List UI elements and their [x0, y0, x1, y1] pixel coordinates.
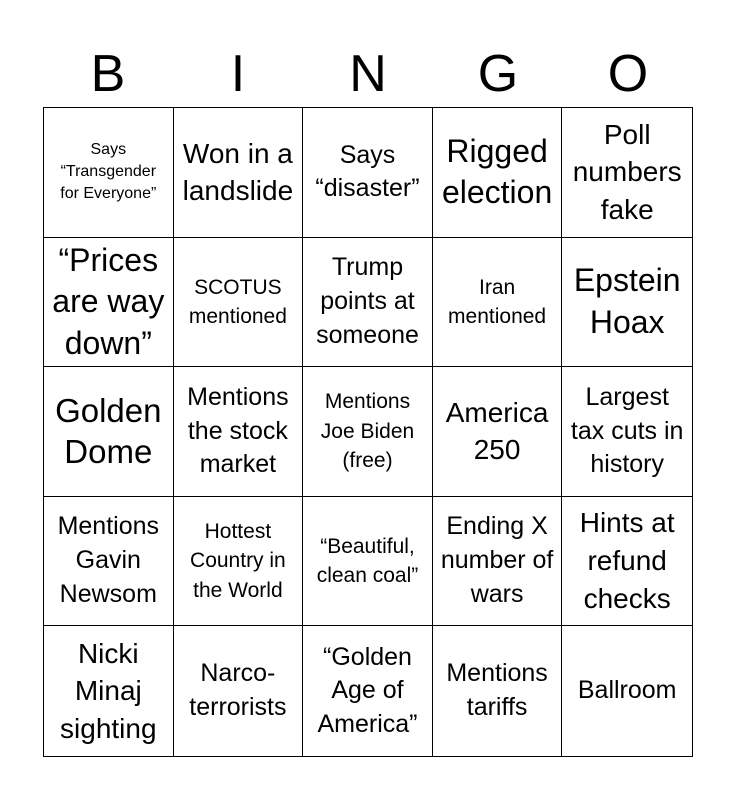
bingo-cell[interactable] — [174, 238, 304, 368]
cell-label: Mentions Joe Biden (free) — [320, 390, 415, 473]
cell-label: Says “Transgender for Everyone” — [60, 140, 157, 203]
bingo-cell[interactable] — [433, 497, 563, 627]
bingo-grid — [43, 107, 693, 757]
cell-label: SCOTUS mentioned — [188, 275, 287, 328]
cell-label: Ballroom — [577, 676, 677, 705]
cell-label: “Golden Age of America” — [317, 642, 418, 739]
bingo-cell[interactable] — [562, 367, 692, 497]
bingo-cell[interactable] — [44, 497, 174, 627]
bingo-cell[interactable] — [303, 238, 433, 368]
cell-label: Narco-terrorists — [189, 659, 287, 722]
cell-label: Hints at refund checks — [579, 507, 675, 614]
header-letter-g: G — [477, 45, 519, 103]
bingo-cell[interactable] — [433, 626, 563, 756]
cell-label: Trump points at someone — [316, 253, 419, 349]
bingo-cell[interactable] — [303, 626, 433, 756]
bingo-cell[interactable] — [303, 497, 433, 627]
bingo-cell[interactable] — [174, 367, 304, 497]
bingo-cell[interactable] — [303, 367, 433, 497]
bingo-cell[interactable] — [433, 367, 563, 497]
cell-label: Golden Dome — [55, 392, 162, 471]
cell-label: Hottest Country in the World — [190, 520, 286, 602]
bingo-cell[interactable] — [562, 497, 692, 627]
cell-label: Iran mentioned — [448, 275, 547, 328]
bingo-cell[interactable] — [562, 108, 692, 238]
bingo-cell[interactable] — [433, 238, 563, 368]
bingo-cell[interactable] — [174, 497, 304, 627]
cell-label: Rigged election — [441, 132, 553, 211]
header-letter-i: I — [230, 45, 246, 103]
cell-label: “Beautiful, clean coal” — [316, 534, 419, 588]
cell-label: Ending X number of wars — [440, 512, 554, 608]
bingo-cell[interactable] — [44, 367, 174, 497]
cell-label: Largest tax cuts in history — [570, 382, 684, 479]
cell-label: “Prices are way down” — [52, 241, 165, 361]
header-letter-o: O — [607, 45, 649, 103]
bingo-cell[interactable] — [562, 238, 692, 368]
cell-label: America 250 — [445, 396, 549, 466]
bingo-cell[interactable] — [174, 108, 304, 238]
cell-label: Mentions Gavin Newsom — [57, 512, 160, 608]
bingo-cell[interactable] — [44, 626, 174, 756]
cell-label: Says “disaster” — [315, 140, 420, 203]
cell-label: Epstein Hoax — [573, 262, 681, 340]
cell-label: Nicki Minaj sighting — [60, 637, 157, 745]
header-letter-n: N — [349, 45, 387, 103]
cell-label: Mentions tariffs — [446, 659, 548, 722]
bingo-header — [43, 44, 693, 104]
bingo-cell[interactable] — [303, 108, 433, 238]
cell-label: Mentions the stock market — [187, 382, 289, 479]
header-letter-b: B — [90, 45, 126, 103]
bingo-cell[interactable] — [562, 626, 692, 756]
cell-label: Won in a landslide — [182, 137, 294, 207]
cell-label: Poll numbers fake — [572, 118, 682, 226]
bingo-cell[interactable] — [44, 108, 174, 238]
bingo-cell[interactable] — [44, 238, 174, 368]
bingo-cell[interactable] — [433, 108, 563, 238]
bingo-cell[interactable] — [174, 626, 304, 756]
